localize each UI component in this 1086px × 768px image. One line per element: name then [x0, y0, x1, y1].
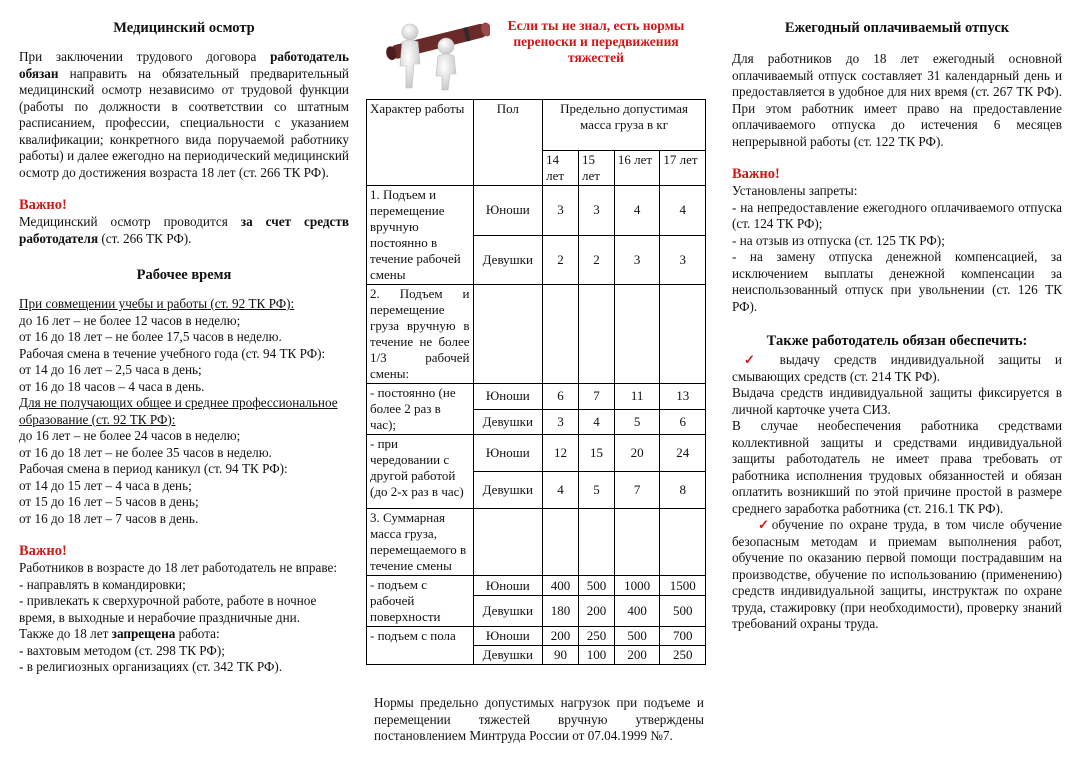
table-header-cell: Характер работы — [367, 100, 474, 186]
value-cell: 500 — [660, 596, 706, 627]
value-cell: 3 — [614, 235, 660, 285]
row-label-cell: 3. Суммарная масса груза, перемещаемого в течение смены — [367, 509, 474, 576]
value-cell: 5 — [614, 409, 660, 435]
value-cell: 400 — [614, 596, 660, 627]
value-cell: 4 — [543, 472, 579, 509]
value-cell: 13 — [660, 384, 706, 410]
row-label-cell: - постоянно (не более 2 раз в час); — [367, 384, 474, 435]
cost-text-a: Медицинский осмотр проводится — [19, 214, 241, 229]
value-cell: 6 — [660, 409, 706, 435]
value-cell: 200 — [614, 646, 660, 665]
employer-obligations — [732, 352, 1062, 633]
restriction-text-c: работа: — [175, 626, 220, 641]
value-cell: 500 — [614, 627, 660, 646]
restriction-line: Работников в возрасте до 18 лет работодатель не вправе: — [19, 560, 338, 575]
obligation-line: Выдача средств индивидуальной защиты фиксируется в личной карточке учета СИЗ. — [732, 385, 1062, 417]
sex-cell: Девушки — [473, 235, 543, 285]
obligation-text: обучение по охране труда, в том числе обучение безопасным методам и приемам выполнения работ, обучение по оказанию первой помощи пострадавшим на производстве, обучение по использованию (применению) средств индивидуальной защиты, инструктаж по охране труда, стажировку (при необходимости), проверку знаний требований охраны труда. — [732, 517, 1062, 631]
sex-cell: Девушки — [473, 472, 543, 509]
value-cell: 200 — [578, 596, 614, 627]
value-cell: 4 — [578, 409, 614, 435]
row-label-cell: - при чередовании с другой работой (до 2-х раз в час) — [367, 435, 474, 509]
sex-cell: Юноши — [473, 384, 543, 410]
restriction-text-a: Также до 18 лет — [19, 626, 112, 641]
empty-cell — [660, 509, 706, 576]
table-row — [367, 100, 706, 151]
obligation-line: В случае необеспечения работника средствами коллективной защиты и средствами индивидуальной защиты работодатель не имеет права требовать от работника исполнения трудовых обязанностей и обязан оплатить возникший по этой причине простой в размере среднего заработка работника (ст. 216.1 ТК РФ). — [732, 418, 1062, 516]
table-row — [367, 576, 706, 596]
worktime-line: до 16 лет – не более 24 часов в неделю; — [19, 428, 241, 443]
empty-cell — [578, 285, 614, 384]
load-norms-footnote: Нормы предельно допустимых нагрузок при подъеме и перемещении тяжестей вручную утверждены постановлением Минтруда России от 07.04.1999 №7. — [374, 695, 704, 743]
value-cell: 8 — [660, 472, 706, 509]
empty-cell — [660, 285, 706, 384]
restriction-line: - направлять в командировки; — [19, 576, 186, 592]
table-row — [367, 384, 706, 410]
load-norms-headline: Если ты не знал, есть нормы переноски и передвижения тяжестей — [507, 18, 685, 65]
empty-cell — [543, 285, 579, 384]
worktime-important: Важно! — [19, 543, 67, 559]
ban-line: - на отзыв из отпуска (ст. 125 ТК РФ); — [732, 232, 945, 248]
table-row — [367, 285, 706, 384]
sex-cell: Юноши — [473, 576, 543, 596]
vacation-bans — [732, 183, 1062, 315]
empty-cell — [473, 285, 543, 384]
value-cell: 15 — [578, 435, 614, 472]
table-row — [367, 627, 706, 646]
empty-cell — [543, 509, 579, 576]
value-cell: 200 — [543, 627, 579, 646]
value-cell: 20 — [614, 435, 660, 472]
value-cell: 4 — [614, 186, 660, 236]
value-cell: 24 — [660, 435, 706, 472]
worktime-line: Рабочая смена в период каникул (ст. 94 ТК РФ): — [19, 461, 288, 476]
obligation-line — [732, 352, 1062, 385]
worktime-line: от 16 до 18 часов – 4 часа в день. — [19, 378, 205, 394]
age-header-cell: 17 лет — [660, 151, 706, 186]
empty-cell — [578, 509, 614, 576]
obligation-line — [732, 517, 1062, 633]
vacation-heading: Ежегодный оплачиваемый отпуск — [784, 20, 1010, 36]
empty-cell — [614, 285, 660, 384]
worktime-line: от 16 до 18 лет – не более 35 часов в неделю. — [19, 444, 272, 460]
value-cell: 250 — [578, 627, 614, 646]
value-cell: 12 — [543, 435, 579, 472]
age-header-cell: 16 лет — [614, 151, 660, 186]
restriction-line — [19, 626, 349, 643]
row-label-cell: - подъем с рабочей поверхности — [367, 576, 474, 627]
value-cell: 2 — [543, 235, 579, 285]
value-cell: 500 — [578, 576, 614, 596]
checkmark-icon: ✓ — [758, 517, 772, 532]
medical-text-c: направить на обязательный предварительный медицинский осмотр независимо от трудовой функции (работы по должности в соответствии со штатным расписанием, профессии, специальности с указанием квалификации; конкретного вида поручаемой работнику работы) и далее ежегодно на периодический медицинский осмотр до достижения возраста 18 лет (ст. 266 ТК РФ). — [19, 65, 349, 180]
worktime-line: от 16 до 18 лет – 7 часов в день. — [19, 510, 199, 526]
worktime-line: от 16 до 18 лет – не более 17,5 часов в неделю. — [19, 329, 282, 344]
table-header-cell: Предельно допустимая масса груза в кг — [543, 100, 706, 151]
medical-text-b: работодатель обязан — [19, 49, 349, 81]
worktime-line: от 14 до 16 лет – 2,5 часа в день; — [19, 362, 202, 377]
sex-cell: Юноши — [473, 627, 543, 646]
value-cell: 3 — [660, 235, 706, 285]
medical-heading: Медицинский осмотр — [113, 20, 255, 36]
minors-restrictions — [19, 560, 349, 676]
value-cell: 700 — [660, 627, 706, 646]
row-label-cell: 2. Подъем и перемещение груза вручную в течение не более 1/3 рабочей смены: — [367, 285, 474, 384]
age-header-cell: 15 лет — [578, 151, 614, 186]
value-cell: 6 — [543, 384, 579, 410]
vacation-paragraph: Для работников до 18 лет ежегодный основной оплачиваемый отпуск составляет 31 календарный день и предоставляется в удобное для них время (ст. 267 ТК РФ). При этом работник имеет право на предоставление оплачиваемого отпуска до истечения 6 месяцев непрерывной работы (ст. 122 ТК РФ). — [732, 51, 1062, 149]
value-cell: 3 — [543, 409, 579, 435]
obligation-text: выдачу средств индивидуальной защиты и смывающих средств (ст. 214 ТК РФ). — [732, 352, 1062, 384]
value-cell: 11 — [614, 384, 660, 410]
ban-line: - на замену отпуска денежной компенсацией, за исключением выплаты денежной компенсации за неиспользованный отпуск при увольнении (ст. 126 ТК РФ). — [732, 249, 1062, 314]
table-header-cell: Пол — [473, 100, 543, 186]
medical-paragraph — [19, 49, 349, 181]
ban-line: - на непредоставление ежегодного оплачиваемого отпуска (ст. 124 ТК РФ); — [732, 199, 1062, 231]
value-cell: 250 — [660, 646, 706, 665]
column-medical-worktime — [19, 0, 349, 676]
people-carrying-load-icon — [380, 12, 490, 92]
value-cell: 180 — [543, 596, 579, 627]
worktime-line: до 16 лет – не более 12 часов в неделю; — [19, 312, 241, 328]
row-label-cell: - подъем с пола — [367, 627, 474, 665]
value-cell: 5 — [578, 472, 614, 509]
value-cell: 1500 — [660, 576, 706, 596]
sex-cell: Девушки — [473, 646, 543, 665]
vacation-important: Важно! — [732, 166, 780, 182]
table-row — [367, 435, 706, 472]
value-cell: 7 — [614, 472, 660, 509]
value-cell: 1000 — [614, 576, 660, 596]
medical-important: Важно! — [19, 197, 67, 213]
value-cell: 100 — [578, 646, 614, 665]
checkmark-icon: ✓ — [744, 352, 766, 367]
cost-text-b: за счет средств работодателя — [19, 214, 349, 246]
cost-text-c: (ст. 266 ТК РФ). — [98, 230, 192, 246]
medical-cost-paragraph — [19, 214, 349, 247]
load-norms-table — [366, 99, 706, 665]
value-cell: 4 — [660, 186, 706, 236]
empty-cell — [473, 509, 543, 576]
sex-cell: Юноши — [473, 435, 543, 472]
value-cell: 400 — [543, 576, 579, 596]
medical-text-a: При заключении трудового договора — [19, 49, 271, 64]
restriction-text-b: запрещена — [111, 626, 176, 641]
worktime-line: от 15 до 16 лет – 5 часов в день; — [19, 494, 199, 509]
age-header-cell: 14 лет — [543, 151, 579, 186]
ban-line: Установлены запреты: — [732, 183, 858, 198]
worktime-heading: Рабочее время — [136, 267, 232, 283]
value-cell: 3 — [543, 186, 579, 236]
row-label-cell: 1. Подъем и перемещение вручную постоянно в течение рабочей смены — [367, 186, 474, 285]
worktime-line: от 14 до 15 лет – 4 часа в день; — [19, 477, 192, 493]
column-vacation — [732, 0, 1062, 633]
value-cell: 2 — [578, 235, 614, 285]
sex-cell: Девушки — [473, 409, 543, 435]
sex-cell: Девушки — [473, 596, 543, 627]
worktime-list — [19, 296, 349, 527]
table-row — [367, 186, 706, 236]
value-cell: 7 — [578, 384, 614, 410]
sex-cell: Юноши — [473, 186, 543, 236]
value-cell: 90 — [543, 646, 579, 665]
restriction-line: - в религиозных организациях (ст. 342 ТК РФ). — [19, 659, 283, 674]
restriction-line: - привлекать к сверхурочной работе, работе в ночное время, в выходные и нерабочие праздничные дни. — [19, 593, 317, 625]
non-students-subheading: Для не получающих общее и среднее профессиональное образование (ст. 92 ТК РФ): — [19, 395, 338, 427]
study-work-subheading: При совмещении учебы и работы (ст. 92 ТК РФ): — [19, 296, 295, 311]
worktime-line: Рабочая смена в течение учебного года (ст. 94 ТК РФ): — [19, 345, 326, 361]
empty-cell — [614, 509, 660, 576]
employer-obligations-heading: Также работодатель обязан обеспечить: — [766, 333, 1028, 349]
value-cell: 3 — [578, 186, 614, 236]
table-row — [367, 509, 706, 576]
restriction-line: - вахтовым методом (ст. 298 ТК РФ); — [19, 642, 225, 658]
